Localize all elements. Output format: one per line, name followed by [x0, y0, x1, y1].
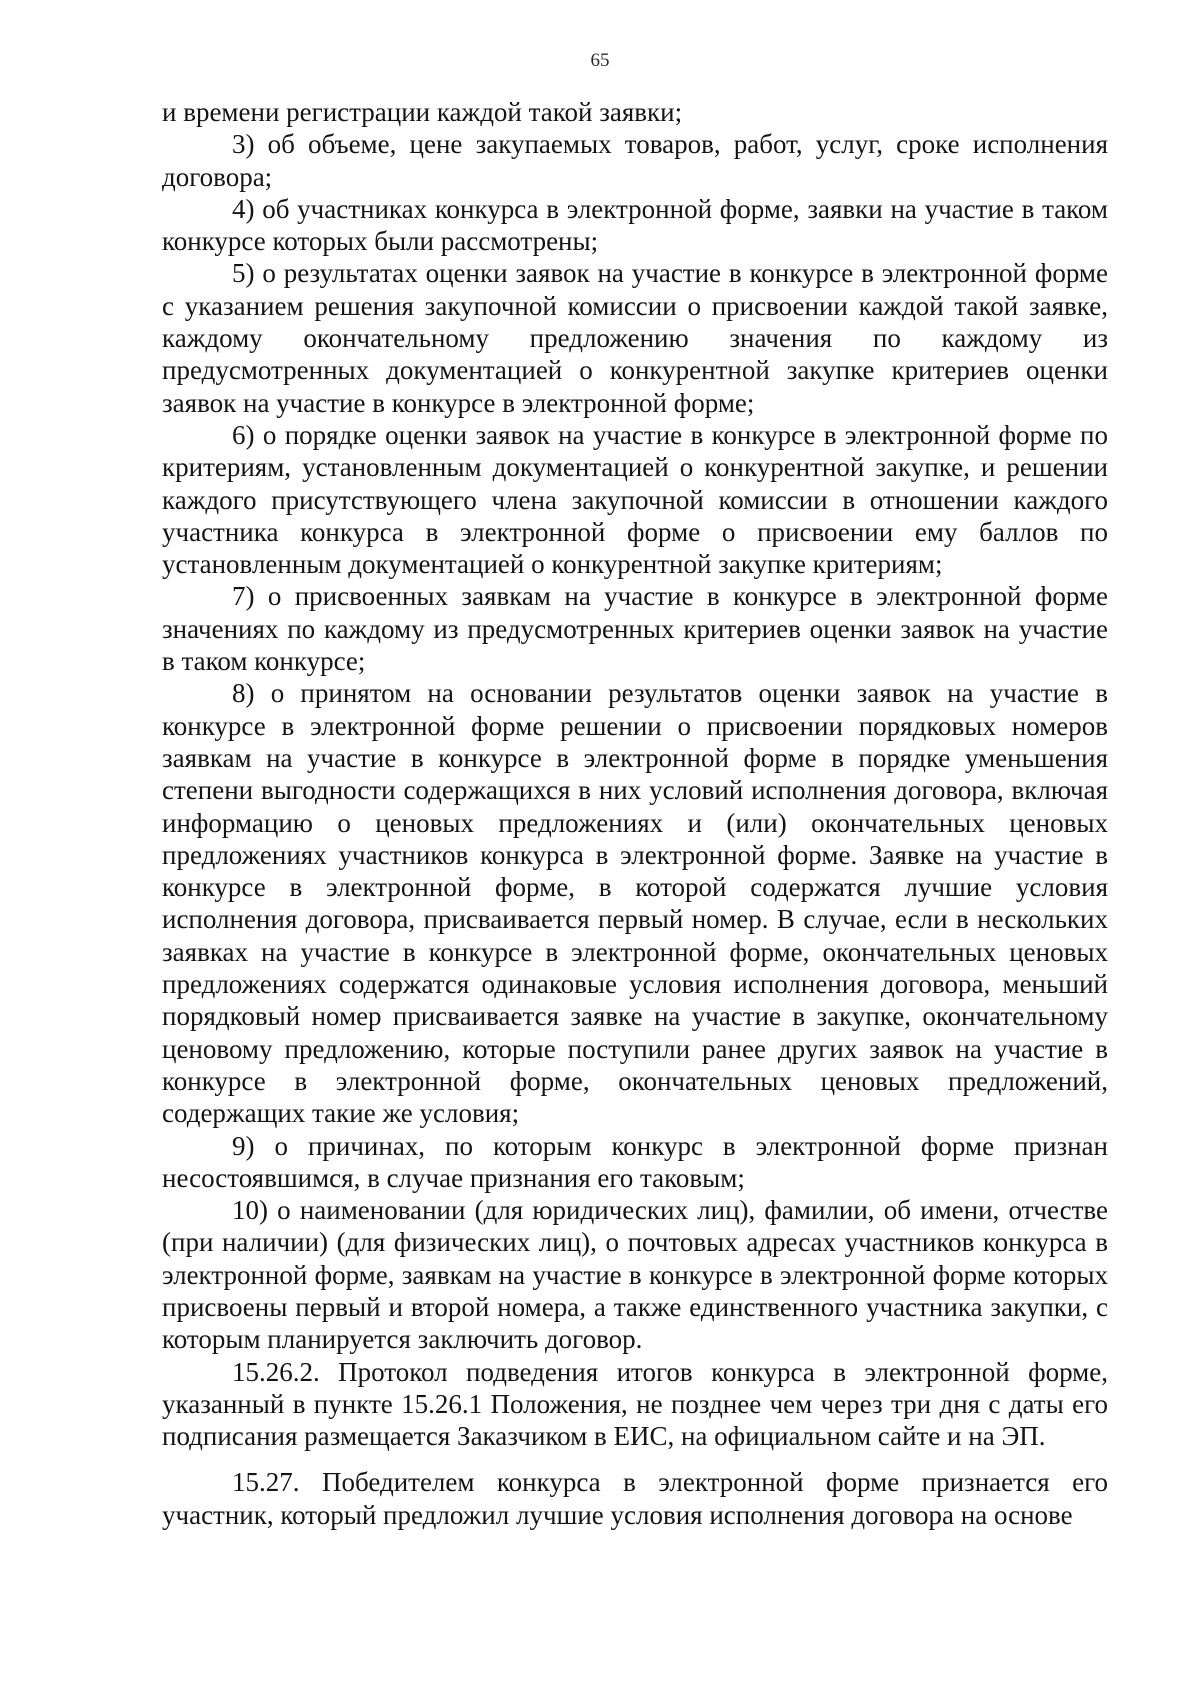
list-item-6: 6) о порядке оценки заявок на участие в конкурсе в электронной форме по критериям, установленным документацией о конкурентной закупке, и решении каждого присутствующего члена закупочной комиссии в отношении каждого участника конкурса в электронной форме о присвоении ему баллов по установленным документацией о конкурентной закупке критериям; [162, 419, 1108, 580]
list-item-10: 10) о наименовании (для юридических лиц), фамилии, об имени, отчестве (при наличии) (для физических лиц), о почтовых адресах участников конкурса в электронной форме, заявкам на участие в конкурсе в электронной форме которых присвоены первый и второй номера, а также единственного участника закупки, с которым планируется заключить договор. [162, 1195, 1108, 1355]
document-body [162, 96, 1108, 1531]
clause-15-27: 15.27. Победителем конкурса в электронной форме признается его участник, который предложил лучшие условия исполнения договора на основе [162, 1467, 1108, 1530]
list-item-4: 4) об участниках конкурса в электронной форме, заявки на участие в таком конкурсе которых были рассмотрены; [162, 193, 1108, 257]
list-item-8: 8) о принятом на основании результатов оценки заявок на участие в конкурсе в электронной форме решении о присвоении порядковых номеров заявкам на участие в конкурсе в электронной форме в порядке уменьшения степени выгодности содержащихся в них условий исполнения договора, включая информацию о ценовых предложениях и (или) окончательных ценовых предложениях участников конкурса в электронной форме. Заявке на участие в конкурсе в электронной форме, в которой содержатся лучшие условия исполнения договора, присваивается первый номер. В случае, если в нескольких заявках на участие в конкурсе в электронной форме, окончательных ценовых предложениях содержатся одинаковые условия исполнения договора, меньший порядковый номер присваивается заявке на участие в закупке, окончательному ценовому предложению, которые поступили ранее других заявок на участие в конкурсе в электронной форме, окончательных ценовых предложений, содержащих такие же условия; [162, 678, 1108, 1129]
list-item-9: 9) о причинах, по которым конкурс в электронной форме признан несостоявшимся, в случае признания его таковым; [162, 1130, 1108, 1193]
list-item-3: 3) об объеме, цене закупаемых товаров, работ, услуг, сроке исполнения договора; [162, 129, 1108, 192]
list-item-5: 5) о результатах оценки заявок на участие в конкурсе в электронной форме с указанием решения закупочной комиссии о присвоении каждой такой заявке, каждому окончательному предложению значения по каждому из предусмотренных документацией о конкурентной закупке критериев оценки заявок на участие в конкурсе в электронной форме; [162, 258, 1108, 418]
list-item-7: 7) о присвоенных заявкам на участие в конкурсе в электронной форме значениях по каждому из предусмотренных критериев оценки заявок на участие в таком конкурсе; [162, 581, 1108, 677]
paragraph-continuation: и времени регистрации каждой такой заявки; [162, 97, 683, 127]
clause-15-26-2: 15.26.2. Протокол подведения итогов конкурса в электронной форме, указанный в пункте 15.26.1 Положения, не позднее чем через три дня с даты его подписания размещается Заказчиком в ЕИС, на официальном сайте и на ЭП. [162, 1356, 1108, 1452]
page-number: 65 [590, 50, 610, 71]
